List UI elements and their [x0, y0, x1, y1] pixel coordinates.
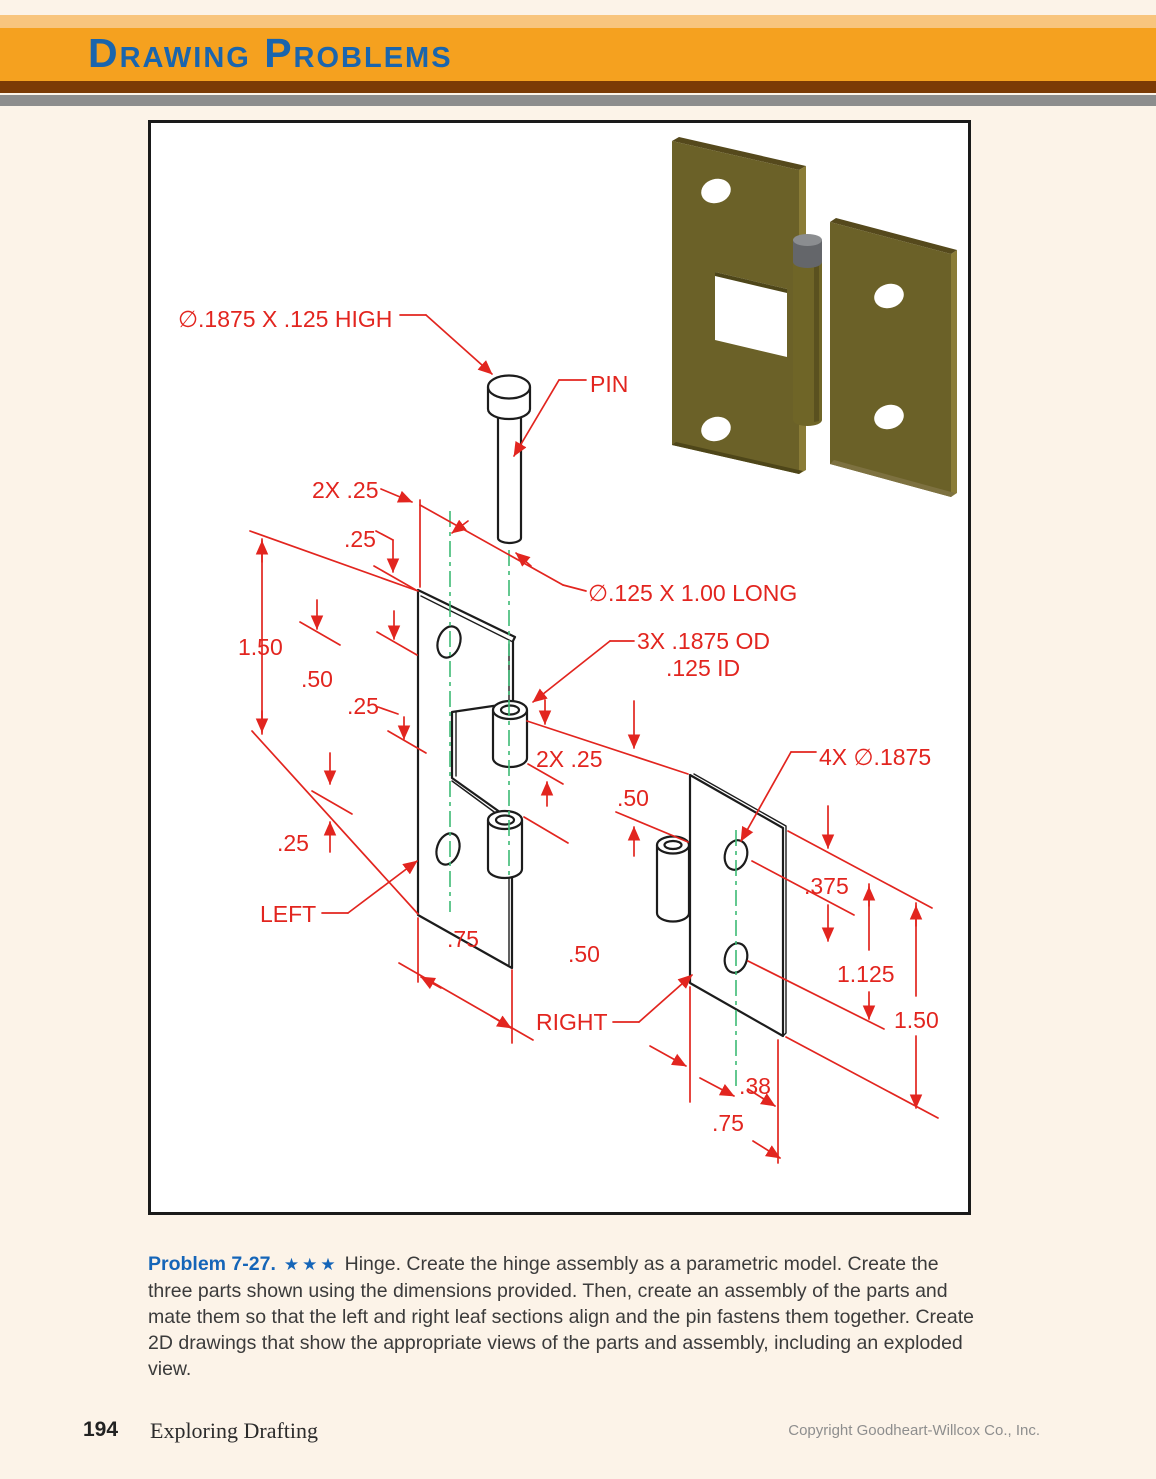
header-brown-rule: [0, 81, 1156, 93]
dim-25-bottom: .25: [277, 830, 309, 856]
label-pin: PIN: [590, 371, 629, 397]
book-title: Exploring Drafting: [150, 1418, 319, 1443]
dim-75-right: .75: [712, 1110, 744, 1136]
dim-75-left: .75: [447, 926, 479, 952]
dim-150-left: 1.50: [238, 634, 283, 660]
dim-50-left: .50: [301, 666, 333, 692]
caption-text: Hinge. Create the hinge assembly as a parametric model. Create the three parts shown using the dimensions provided. Then, create an assembly of the parts and mate them so that the left and right leaf sections align and the pin fastens them together. Create 2D drawings that show the appropriate views of the parts and assembly, including an exploded view.: [148, 1252, 974, 1380]
right-leaf-part: [657, 774, 786, 1036]
dim-25-top: .25: [344, 526, 376, 552]
dim-knuckle-id: .125 ID: [666, 655, 741, 681]
header-gray-rule: [0, 95, 1156, 106]
page-number: 194: [83, 1418, 119, 1441]
dim-knuckle-od: 3X .1875 OD: [637, 628, 770, 654]
dim-pin-shaft: ∅.125 X 1.00 LONG: [588, 580, 798, 606]
dim-2x25-right: 2X .25: [536, 746, 603, 772]
dim-25-mid: .25: [347, 693, 379, 719]
dim-2x25-left: 2X .25: [312, 477, 379, 503]
dim-38: .38: [739, 1073, 771, 1099]
dim-50-right-bottom: .50: [568, 941, 600, 967]
hinge-3d-render: [672, 137, 957, 497]
problem-number: Problem 7-27.: [148, 1252, 276, 1275]
dimension-labels: [178, 306, 939, 1136]
copyright-notice: Copyright Goodheart-Willcox Co., Inc.: [788, 1422, 1040, 1439]
figure-frame: [148, 120, 971, 1215]
page-footer: [0, 1418, 1156, 1448]
difficulty-stars: ★★★: [283, 1254, 339, 1274]
page-title: Drawing Problems: [88, 30, 453, 76]
label-left: LEFT: [260, 901, 317, 927]
dim-50-right-top: .50: [617, 785, 649, 811]
pin-part: [488, 376, 530, 544]
dim-pin-head: ∅.1875 X .125 HIGH: [178, 306, 393, 332]
dim-1125: 1.125: [837, 961, 895, 987]
left-leaf-part: [418, 590, 527, 968]
dim-375: .375: [804, 873, 849, 899]
hinge-exploded-drawing: [148, 120, 971, 1215]
dim-150-right: 1.50: [894, 1007, 939, 1033]
label-right: RIGHT: [536, 1009, 608, 1035]
dim-4x-dia: 4X ∅.1875: [819, 744, 932, 770]
figure-caption: [148, 1251, 982, 1382]
